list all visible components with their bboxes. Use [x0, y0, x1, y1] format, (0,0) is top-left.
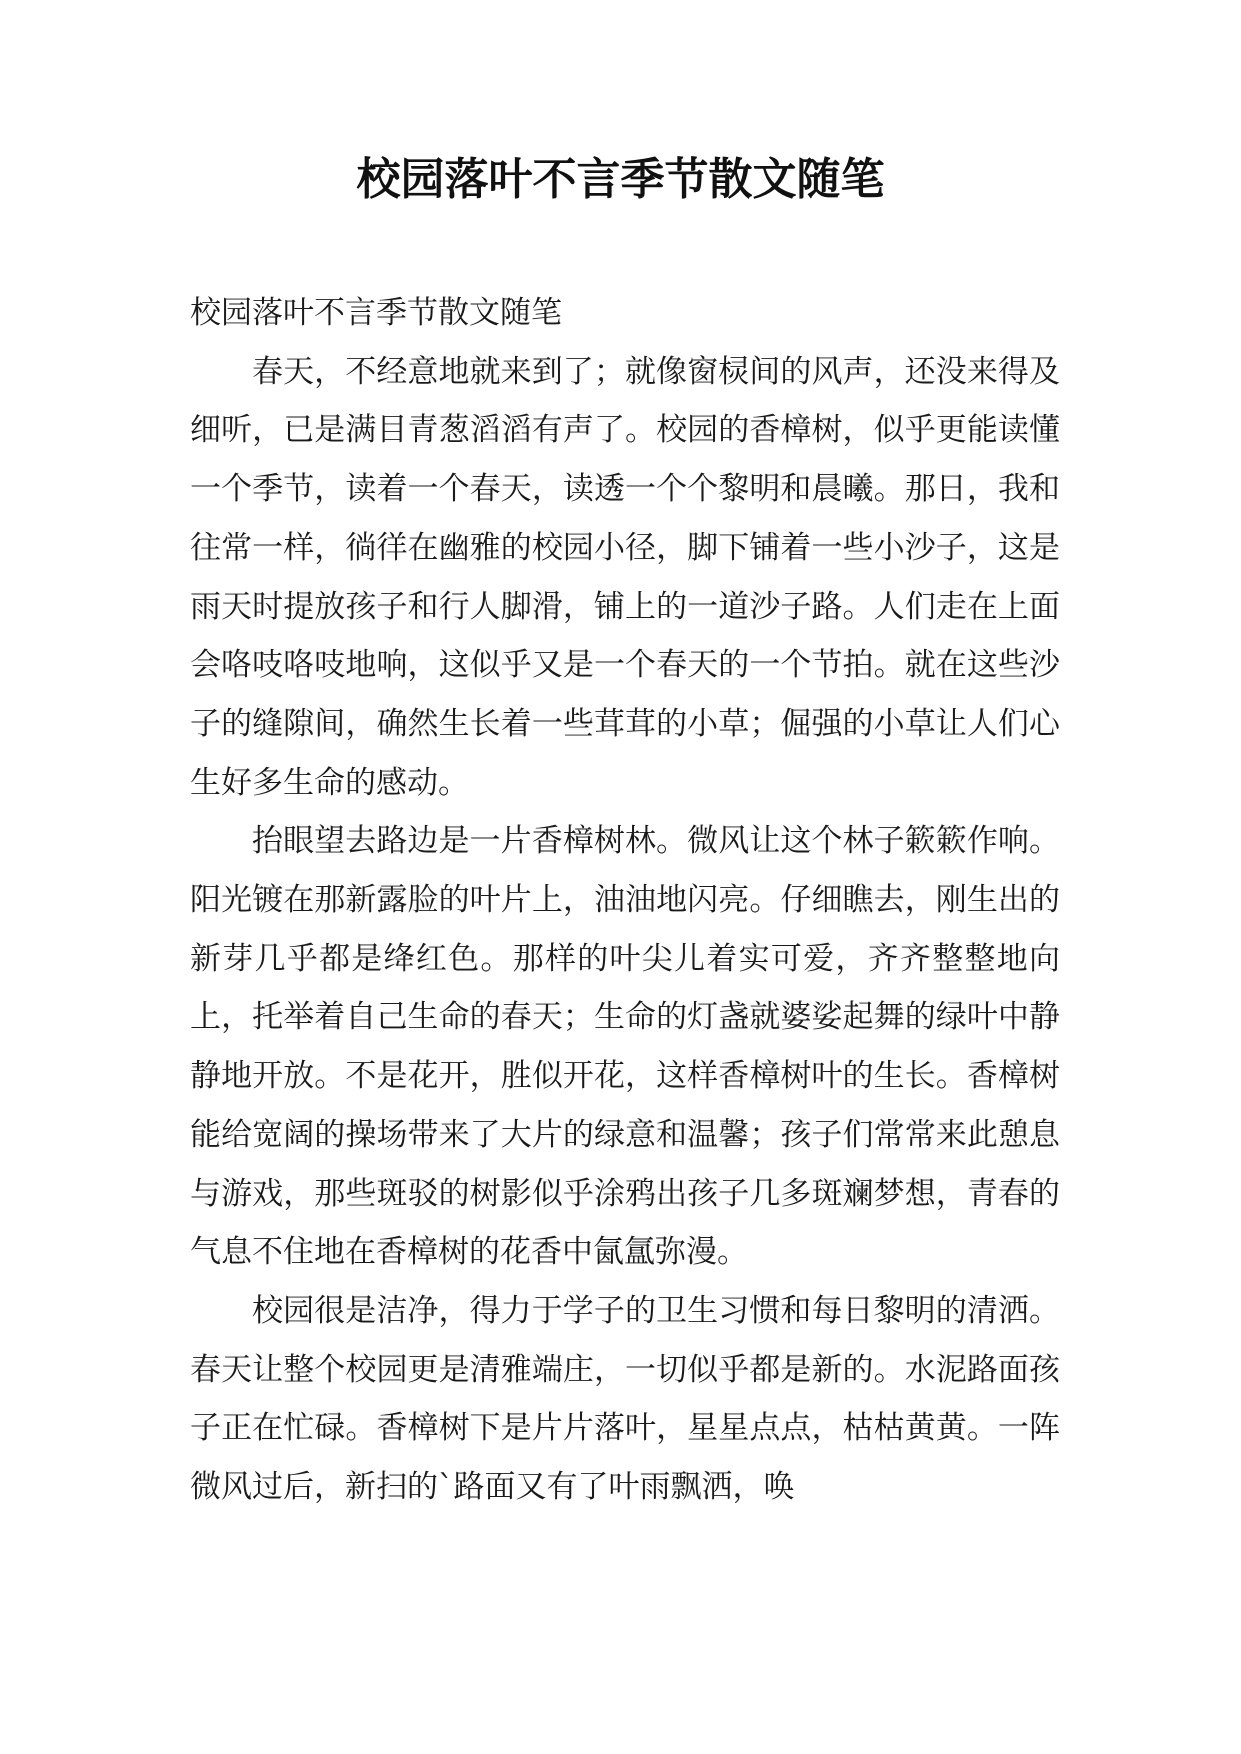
paragraph: 抬眼望去路边是一片香樟树林。微风让这个林子簌簌作响。阳光镀在那新露脸的叶片上，油油地闪亮。仔细瞧去，刚生出的新芽几乎都是绛红色。那样的叶尖儿着实可爱，齐齐整整地向上，托举着自己生命的春天；生命的灯盏就婆娑起舞的绿叶中静静地开放。不是花开，胜似开花，这样香樟树叶的生长。香樟树能给宽阔的操场带来了大片的绿意和温馨；孩子们常常来此憩息与游戏，那些斑驳的树影似乎涂鸦出孩子几多斑斓梦想，青春的气息不住地在香樟树的花香中氤氲弥漫。 [190, 823, 1060, 1271]
paragraph: 春天，不经意地就来到了；就像窗棂间的风声，还没来得及细听，已是满目青葱滔滔有声了。校园的香樟树，似乎更能读懂一个季节，读着一个春天，读透一个个黎明和晨曦。那日，我和往常一样，徜徉在幽雅的校园小径，脚下铺着一些小沙子，这是雨天时提放孩子和行人脚滑，铺上的一道沙子路。人们走在上面会咯吱咯吱地响，这似乎又是一个春天的一个节拍。就在这些沙子的缝隙间，确然生长着一些茸茸的小草；倔强的小草让人们心生好多生命的感动。 [190, 353, 1060, 801]
document-body [190, 284, 1060, 1517]
paragraph: 校园很是洁净，得力于学子的卫生习惯和每日黎明的清洒。春天让整个校园更是清雅端庄，一切似乎都是新的。水泥路面孩子正在忙碌。香樟树下是片片落叶，星星点点，枯枯黄黄。一阵微风过后，新扫的`路面又有了叶雨飘洒，唤 [190, 1292, 1060, 1506]
subtitle-line: 校园落叶不言季节散文随笔 [190, 295, 562, 331]
page-title: 校园落叶不言季节散文随笔 [356, 154, 885, 205]
